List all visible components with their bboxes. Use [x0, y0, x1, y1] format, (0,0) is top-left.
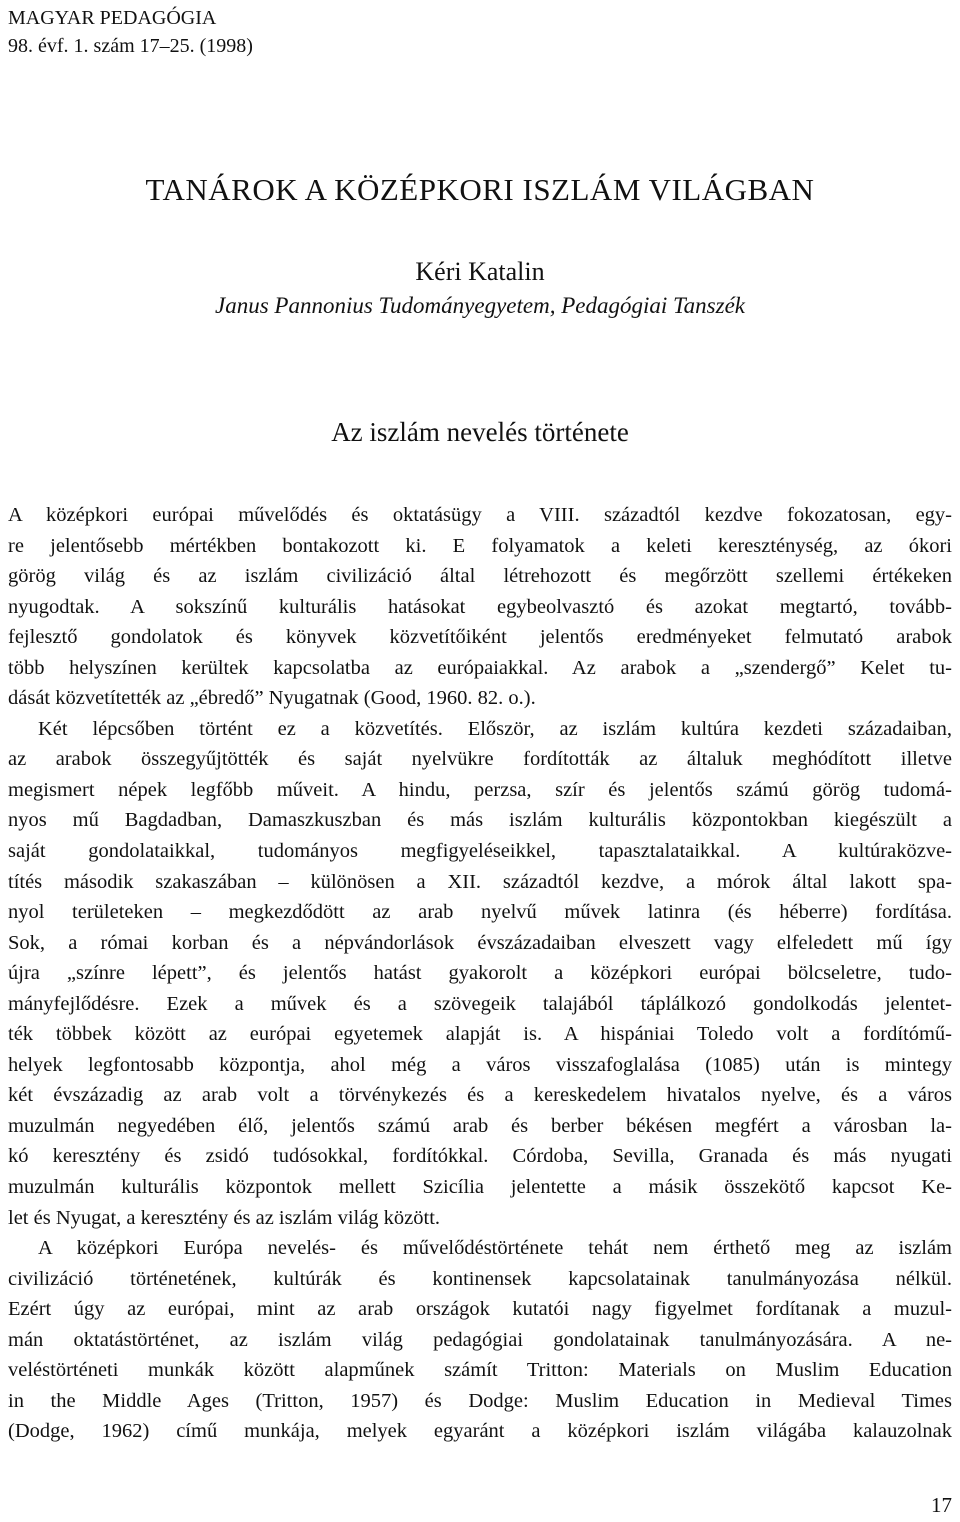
body-line: mán oktatástörténet, az iszlám világ pedagógiai gondolatainak tanulmányozására. A ne-: [8, 1328, 952, 1351]
body-line: fejlesztő gondolatok és könyvek közvetítőiként jelentős eredményeket felmutató arabok: [8, 626, 952, 649]
body-line: megismert népek legfőbb műveit. A hindu, perzsa, szír és jelentős számú görög tudomá-: [8, 778, 952, 801]
body-line: civilizáció történetének, kultúrák és kontinensek kapcsolatainak tanulmányozása nélkül.: [8, 1267, 952, 1290]
body-line: in the Middle Ages (Tritton, 1957) és Dodge: Muslim Education in Medieval Times: [8, 1389, 952, 1412]
body-line: muzulmán kulturális központok mellett Szicília jelentette a másik összekötő kapcsot Ke-: [8, 1176, 952, 1199]
page-number: 17: [931, 1493, 952, 1517]
body-line: Sok, a római korban és a népvándorlások évszázadaiban elveszett vagy elfeledett mű így: [8, 931, 952, 954]
body-line: nyugodtak. A sokszínű kulturális hatásokat egybeolvasztó és azokat megtartó, tovább-: [8, 595, 952, 618]
body-line: re jelentősebb mértékben bontakozott ki. E folyamatok a keleti kereszténység, az ókori: [8, 534, 952, 557]
body-line: (Dodge, 1962) című munkája, melyek egyaránt a középkori iszlám világába kalauzolnak: [8, 1420, 952, 1443]
body-line: két évszázadig az arab volt a törvénykezés és a kereskedelem hivatalos nyelve, és a város: [8, 1084, 952, 1107]
body-line: A középkori európai művelődés és oktatásügy a VIII. századtól kezdve fokozatosan, egy-: [8, 504, 952, 526]
body-line: saját gondolataikkal, tudományos megfigyeléseikkel, tapasztalataikkal. A kultúraközve-: [8, 840, 952, 863]
body-line: A középkori Európa nevelés- és művelődéstörténete tehát nem érthető meg az iszlám: [38, 1237, 952, 1260]
body-line: az arabok összegyűjtötték és saját nyelvükre fordították az általuk meghódított illetve: [8, 748, 952, 771]
journal-name: MAGYAR PEDAGÓGIA: [8, 7, 217, 29]
section-heading: Az iszlám nevelés története: [331, 417, 629, 447]
body-line: muzulmán negyedében élő, jelentős számú arab és berber békésen megfért a városban la-: [8, 1114, 952, 1137]
body-line: let és Nyugat, a keresztény és az iszlám világ között.: [8, 1206, 441, 1229]
body-line: helyek legfontosabb központja, ahol még a város visszafoglalása (1085) után is mintegy: [8, 1053, 952, 1076]
body-line: nyos mű Bagdadban, Damaszkuszban és más iszlám kulturális központokban kiegészült a: [8, 809, 952, 832]
body-line: Két lépcsőben történt ez a közvetítés. Először, az iszlám kultúra kezdeti századaiban,: [38, 717, 952, 740]
body-line: több helyszínen kerültek kapcsolatba az európaiakkal. Az arabok a „szendergő” Kelet tu-: [8, 656, 952, 679]
body-text: [8, 500, 952, 1447]
body-line: ték többek között az európai egyetemek alapját is. A hispániai Toledo volt a fordítómű-: [8, 1023, 952, 1046]
article-author: Kéri Katalin: [415, 257, 545, 286]
body-line: újra „színre lépett”, és jelentős hatást gyakorolt a középkori európai bölcseletre, tudo-: [8, 962, 952, 985]
journal-header: [8, 4, 253, 60]
body-line: títés második szakaszában – különösen a XII. századtól kezdve, a mórok által lakott spa-: [8, 870, 952, 893]
author-affiliation: Janus Pannonius Tudományegyetem, Pedagógiai Tanszék: [214, 293, 745, 318]
article-title: TANÁROK A KÖZÉPKORI ISZLÁM VILÁGBAN: [145, 172, 815, 207]
body-line: veléstörténeti munkák között alapműnek számít Tritton: Materials on Muslim Education: [8, 1359, 952, 1382]
journal-issue: 98. évf. 1. szám 17–25. (1998): [8, 35, 253, 57]
body-line: mányfejlődésre. Ezek a művek és a szövegeik talajából táplálkozó gondolkodás jelentet-: [8, 992, 952, 1015]
body-line: kó keresztény és zsidó tudósokkal, fordítókkal. Córdoba, Sevilla, Granada és más nyugati: [8, 1145, 952, 1168]
body-line: nyol területeken – megkezdődött az arab nyelvű művek latinra (és héberre) fordítása.: [8, 901, 952, 924]
body-line: görög világ és az iszlám civilizáció által létrehozott és megőrzött szellemi értékeken: [8, 565, 952, 588]
body-line: dását közvetítették az „ébredő” Nyugatnak (Good, 1960. 82. o.).: [8, 687, 536, 710]
body-line: Ezért úgy az európai, mint az arab országok kutatói nagy figyelmet fordítanak a muzul-: [8, 1298, 952, 1321]
